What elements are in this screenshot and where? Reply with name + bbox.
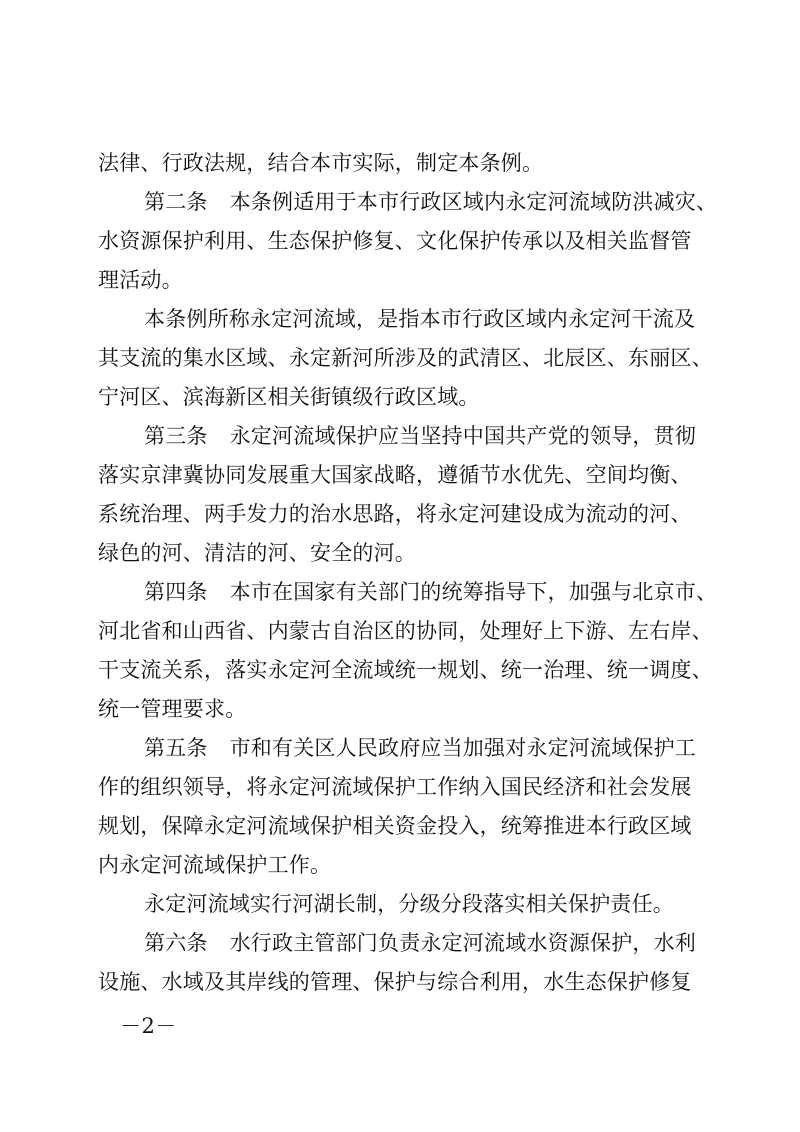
line-text: 水行政主管部门负责永定河流域水资源保护，水利 (229, 931, 697, 955)
article-6-heading-line (98, 924, 720, 963)
line-text: 本条例所称永定河流域，是指本市行政区域内永定河干流及 (144, 307, 696, 331)
line-text: 统一管理要求。 (98, 697, 247, 721)
text-line (98, 144, 720, 183)
line-text: 本市在国家有关部门的统筹指导下，加强与北京市、 (229, 580, 718, 604)
text-line (98, 807, 720, 846)
article-5-heading-line (98, 729, 720, 768)
text-line (98, 846, 720, 885)
line-text: 干支流关系，落实永定河全流域统一规划、统一治理、统一调度、 (98, 658, 713, 682)
line-text: 永定河流域保护应当坚持中国共产党的领导，贯彻 (229, 424, 697, 448)
line-text: 河北省和山西省、内蒙古自治区的协同，处理好上下游、左右岸、 (98, 619, 713, 643)
line-text: 其支流的集水区域、永定新河所涉及的武清区、北辰区、东丽区、 (98, 346, 713, 370)
line-text: 作的组织领导，将永定河流域保护工作纳入国民经济和社会发展 (98, 775, 692, 799)
line-text: 落实京津冀协同发展重大国家战略，遵循节水优先、空间均衡、 (98, 463, 692, 487)
text-line (98, 378, 720, 417)
article-number: 第四条 (144, 580, 208, 604)
page-number: －2－ (120, 1014, 177, 1038)
line-text: 市和有关区人民政府应当加强对永定河流域保护工 (229, 736, 697, 760)
line-text: 规划，保障永定河流域保护相关资金投入，统筹推进本行政区域 (98, 814, 692, 838)
line-text: 理活动。 (98, 268, 183, 292)
article-number: 第五条 (144, 736, 208, 760)
text-line (98, 261, 720, 300)
paragraph-line (98, 300, 720, 339)
line-text: 绿色的河、清洁的河、安全的河。 (98, 541, 416, 565)
line-text: 法律、行政法规，结合本市实际，制定本条例。 (98, 151, 544, 175)
line-text: 水资源保护利用、生态保护修复、文化保护传承以及相关监督管 (98, 229, 692, 253)
document-body (98, 144, 720, 1002)
line-text: 内永定河流域保护工作。 (98, 853, 332, 877)
article-3-heading-line (98, 417, 720, 456)
line-text: 永定河流域实行河湖长制，分级分段落实相关保护责任。 (144, 892, 674, 916)
text-line (98, 456, 720, 495)
text-line (98, 495, 720, 534)
article-2-heading-line (98, 183, 720, 222)
text-line (98, 690, 720, 729)
text-line (98, 534, 720, 573)
article-number: 第六条 (144, 931, 208, 955)
text-line (98, 963, 720, 1002)
text-line (98, 612, 720, 651)
line-text: 设施、水域及其岸线的管理、保护与综合利用，水生态保护修复 (98, 970, 692, 994)
line-text: 宁河区、滨海新区相关街镇级行政区域。 (98, 385, 480, 409)
article-4-heading-line (98, 573, 720, 612)
text-line (98, 222, 720, 261)
line-text: 系统治理、两手发力的治水思路，将永定河建设成为流动的河、 (98, 502, 692, 526)
article-number: 第二条 (144, 190, 208, 214)
line-text: 本条例适用于本市行政区域内永定河流域防洪减灾、 (229, 190, 718, 214)
text-line (98, 339, 720, 378)
article-number: 第三条 (144, 424, 208, 448)
paragraph-line (98, 885, 720, 924)
text-line (98, 651, 720, 690)
text-line (98, 768, 720, 807)
